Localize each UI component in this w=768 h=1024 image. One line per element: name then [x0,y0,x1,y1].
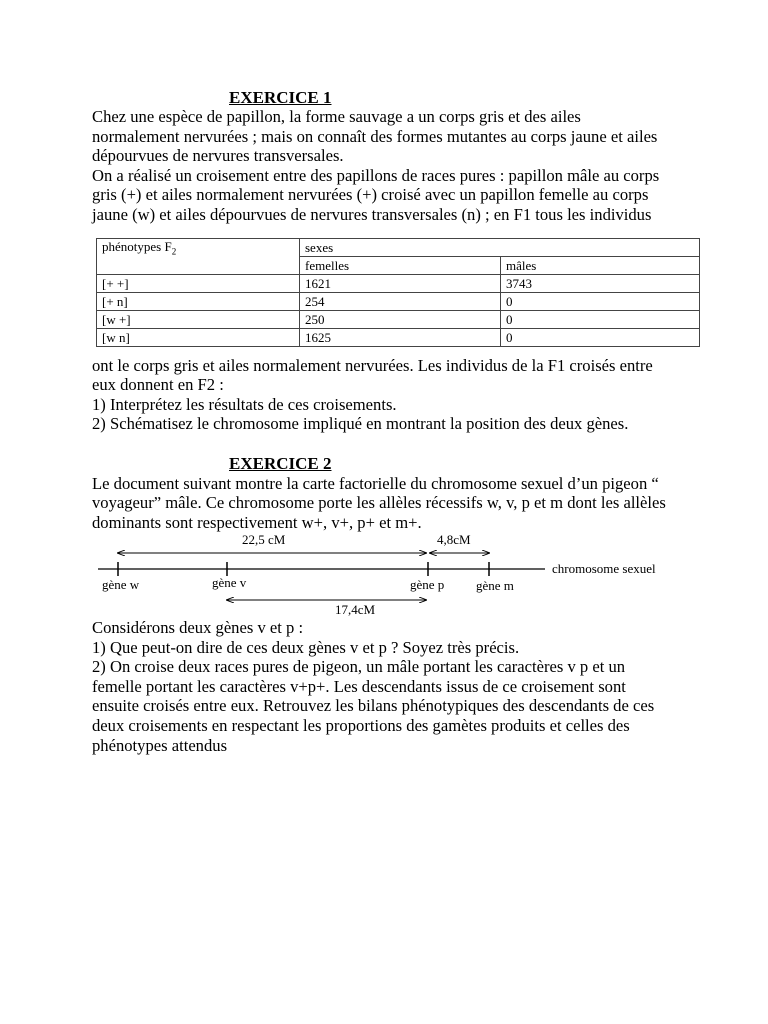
exercise1-line: ont le corps gris et ailes normalement nervurées. Les individus de la F1 croisés entre [92,356,653,375]
table-row [97,311,700,329]
exercise1-line: eux donnent en F2 : [92,375,224,394]
cell-females: 250 [300,311,501,329]
exercise2-line: phénotypes attendus [92,736,228,755]
distance-p-m-label: 4,8cM [437,532,471,547]
table-row [97,293,700,311]
exercise1-question: 1) Interprétez les résultats de ces croisements. [92,395,397,414]
cell-males: 0 [501,293,700,311]
header-males: mâles [501,257,700,275]
table-row [97,329,700,347]
cell-females: 1625 [300,329,501,347]
gene-m-label: gène m [476,578,514,593]
distance-w-p-label: 22,5 cM [242,532,286,547]
cell-females: 254 [300,293,501,311]
cell-females: 1621 [300,275,501,293]
cell-phenotype: [w +] [97,311,300,329]
exercise2-question: 1) Que peut-on dire de ces deux gènes v et p ? Soyez très précis. [92,638,520,657]
cell-males: 3743 [501,275,700,293]
gene-p-label: gène p [410,577,445,592]
exercise1-line: dépourvues de nervures transversales. [92,146,344,165]
distance-v-p-label: 17,4cM [335,602,376,617]
exercise2-line: Le document suivant montre la carte factorielle du chromosome sexuel d’un pigeon “ [92,474,659,493]
table-header-row [97,239,700,257]
table-row [97,275,700,293]
exercise2-line: femelle portant les caractères v+p+. Les descendants issus de ce croisement sont [92,677,626,696]
exercise2-line: Considérons deux gènes v et p : [92,618,304,637]
cell-males: 0 [501,329,700,347]
cell-phenotype: [+ +] [97,275,300,293]
exercise2-line: deux croisements en respectant les proportions des gamètes produits et celles des [92,716,630,735]
exercise1-line: Chez une espèce de papillon, la forme sauvage a un corps gris et des ailes [92,107,581,126]
header-phenotypes: phénotypes $F_2$ [97,239,300,275]
exercise1-line: gris (+) et ailes normalement nervurées (+) croisé avec un papillon femelle au corps [92,185,649,204]
header-females: femelles [300,257,501,275]
gene-w-label: gène w [102,577,140,592]
exercise2-line: voyageur” mâle. Ce chromosome porte les allèles récessifs w, v, p et m dont les allèles [92,493,666,512]
exercise2-line: dominants sont respectivement w+, v+, p+ et m+. [92,513,422,532]
exercise2-question: 2) On croise deux races pures de pigeon, un mâle portant les caractères v p et un [92,657,626,676]
header-sexes: sexes [300,239,700,257]
gene-v-label: gène v [212,575,247,590]
cell-males: 0 [501,311,700,329]
cell-phenotype: [w n] [97,329,300,347]
phenotype-table [96,238,700,347]
exercise1-question: 2) Schématisez le chromosome impliqué en montrant la position des deux gènes. [92,414,629,433]
exercise1-line: normalement nervurées ; mais on connaît des formes mutantes au corps jaune et ailes [92,127,658,146]
chromosome-label: chromosome sexuel [552,561,656,576]
exercise2-title: EXERCICE 2 [229,454,332,473]
exercise2-line: ensuite croisés entre eux. Retrouvez les bilans phénotypiques des descendants de ces [92,696,655,715]
chromosome-map [90,528,690,620]
exercise1-line: jaune (w) et ailes dépourvues de nervures transversales (n) ; en F1 tous les individus [92,205,652,224]
exercise1-title: EXERCICE 1 [229,88,332,107]
exercise1-line: On a réalisé un croisement entre des papillons de races pures : papillon mâle au corps [92,166,660,185]
cell-phenotype: [+ n] [97,293,300,311]
